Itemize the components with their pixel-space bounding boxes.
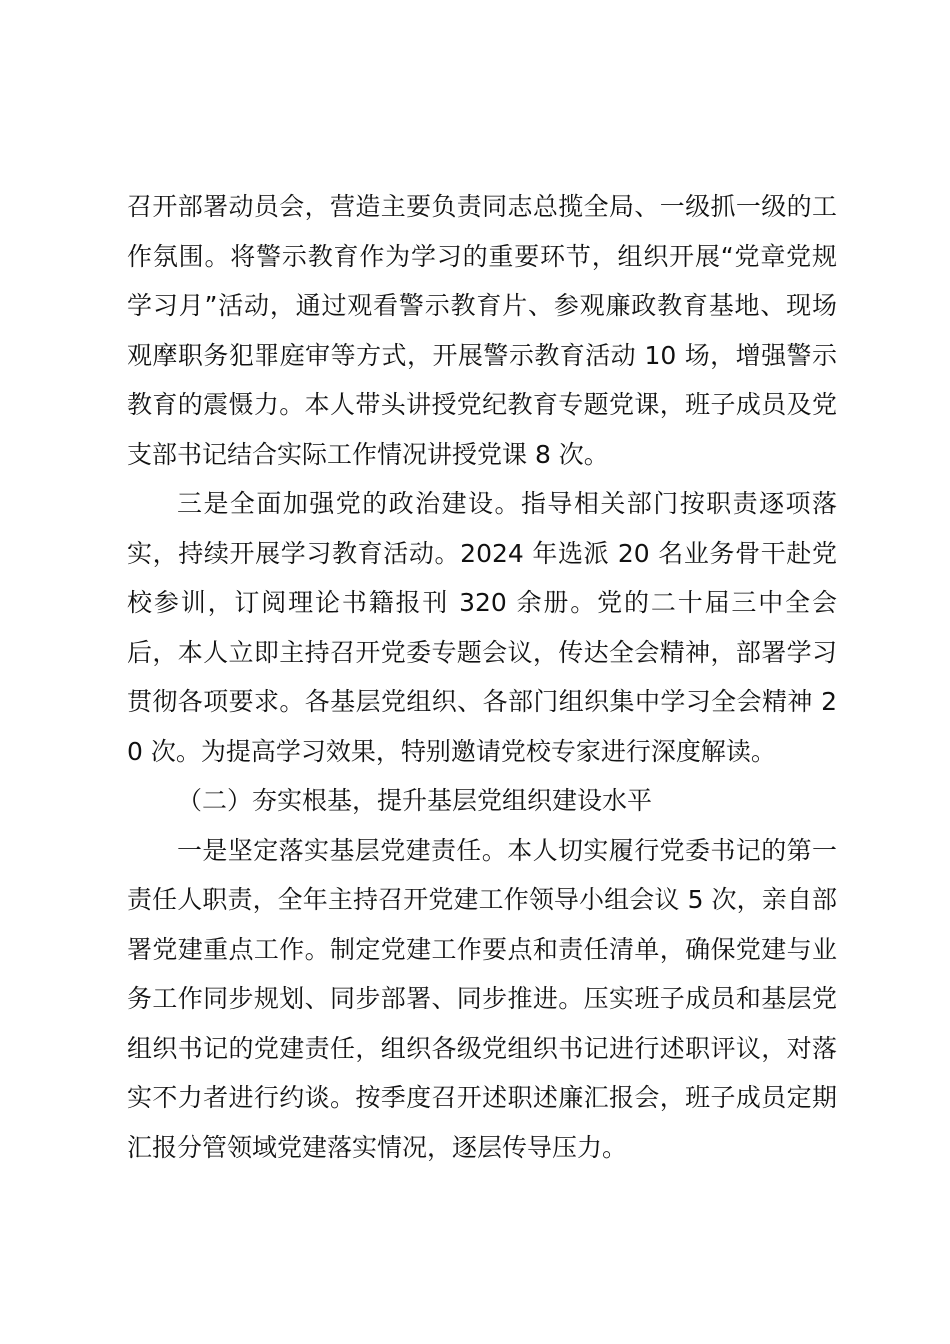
section-heading: （二）夯实根基，提升基层党组织建设水平 [177, 786, 653, 815]
paragraph-continuation: 召开部署动员会，营造主要负责同志总揽全局、一级抓一级的工作氛围。将警示教育作为学习的重要环节，组织开展“党章党规学习月”活动，通过观看警示教育片、参观廉政教育基地、现场观摩职务犯罪庭审等方式，开展警示教育活动 10 场，增强警示教育的震慑力。本人带头讲授党纪教育专题党课，班子成员及党支部书记结合实际工作情况讲授党课 8 次。 [127, 192, 837, 469]
document-body [127, 182, 837, 1172]
paragraph-political-building: 三是全面加强党的政治建设。指导相关部门按职责逐项落实，持续开展学习教育活动。2024 年选派 20 名业务骨干赴党校参训，订阅理论书籍报刊 320 余册。党的二十届三中全会后，本人立即主持召开党委专题会议，传达全会精神，部署学习贯彻各项要求。各基层党组织、各部门组织集中学习全会精神 20 次。为提高学习效果，特别邀请党校专家进行深度解读。 [127, 489, 837, 766]
paragraph-party-responsibility: 一是坚定落实基层党建责任。本人切实履行党委书记的第一责任人职责，全年主持召开党建工作领导小组会议 5 次，亲自部署党建重点工作。制定党建工作要点和责任清单，确保党建与业务工作同步规划、同步部署、同步推进。压实班子成员和基层党组织书记的党建责任，组织各级党组织书记进行述职评议，对落实不力者进行约谈。按季度召开述职述廉汇报会，班子成员定期汇报分管领域党建落实情况，逐层传导压力。 [127, 835, 837, 1162]
